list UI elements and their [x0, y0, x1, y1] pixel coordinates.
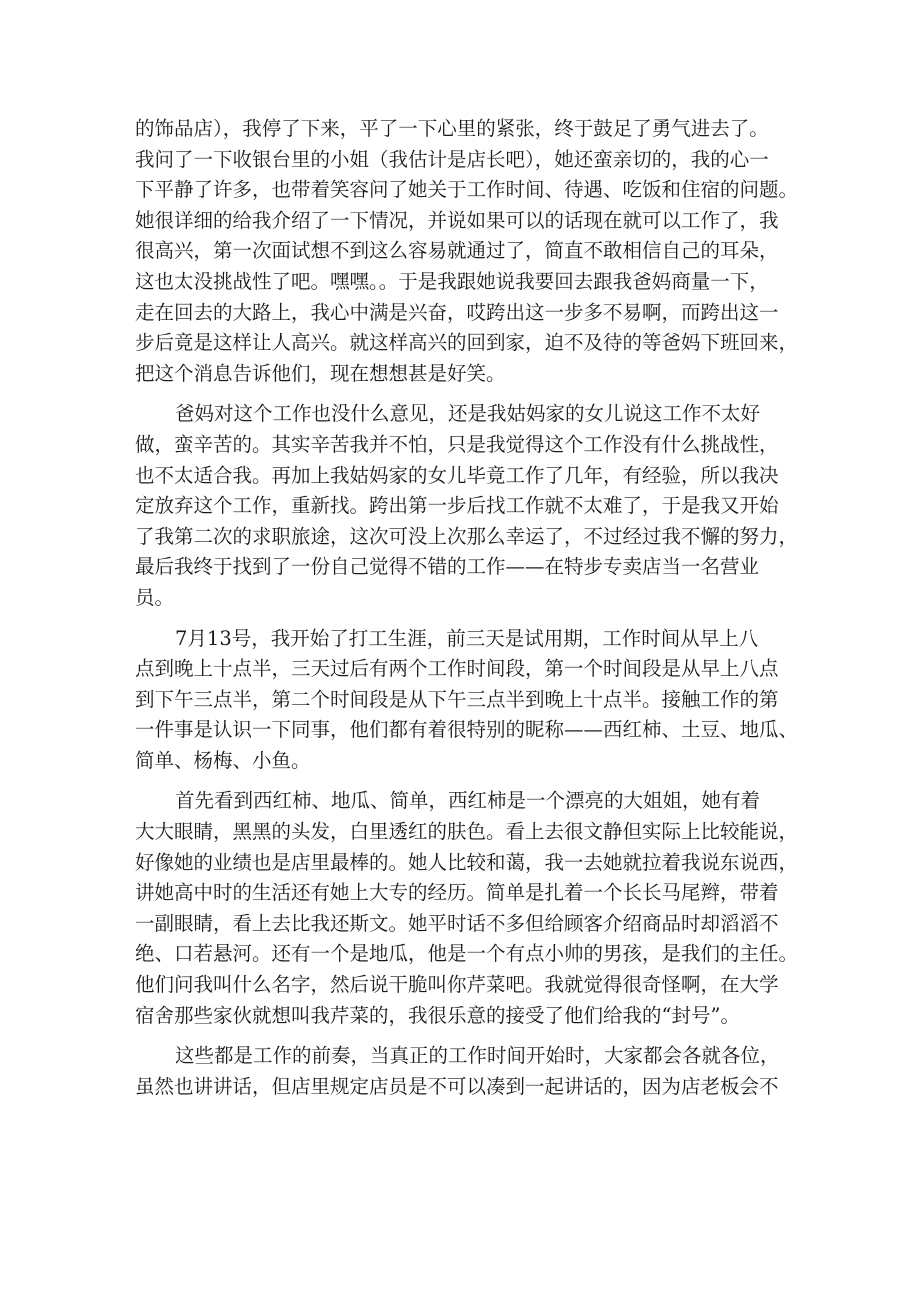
text-line: 员。 [135, 585, 175, 609]
text-line: 到下午三点半，第二个时间段是从下午三点半到晚上十点半。接触工作的第 [135, 687, 779, 711]
text-line: 的饰品店），我停了下来，平了一下心里的紧张，终于鼓足了勇气进去了。 [135, 117, 769, 140]
text-line: 爸妈对这个工作也没什么意见，还是我姑妈家的女儿说这工作不太好 [175, 402, 761, 426]
text-line: 定放弃这个工作，重新找。跨出第一步后找工作就不太难了，于是我又开始 [135, 494, 779, 518]
text-line: 简单、杨梅、小鱼。 [135, 748, 311, 772]
text-line: 好像她的业绩也是店里最棒的。她人比较和蔼，我一去她就拉着我说东说西， [135, 850, 799, 874]
paragraph [135, 399, 799, 613]
text-line: 她很详细的给我介绍了一下情况，并说如果可以的话现在就可以工作了，我 [135, 208, 779, 232]
text-line: 7月13号，我开始了打工生涯，前三天是试用期，工作时间从早上八 [175, 626, 759, 650]
text-line: 宿舍那些家伙就想叫我芹菜的，我很乐意的接受了他们给我的“封号”。 [135, 1003, 740, 1027]
text-line: 我问了一下收银台里的小姐（我估计是店长吧），她还蛮亲切的，我的心一 [135, 147, 769, 171]
text-line: 这也太没挑战性了吧。嘿嘿。。于是我跟她说我要回去跟我爸妈商量一下， [135, 269, 769, 293]
text-line: 绝、口若悬河。还有一个是地瓜，他是一个有点小帅的男孩，是我们的主任。 [135, 942, 799, 966]
text-line: 最后我终于找到了一份自己觉得不错的工作——在特步专卖店当一名营业 [135, 555, 760, 579]
text-line: 做，蛮辛苦的。其实辛苦我并不怕，只是我觉得这个工作没有什么挑战性， [135, 432, 779, 456]
text-line: 很高兴，第一次面试想不到这么容易就通过了，简直不敢相信自己的耳朵， [135, 239, 779, 263]
paragraph [135, 786, 799, 1031]
text-line: 也不太适合我。再加上我姑妈家的女儿毕竟工作了几年，有经验，所以我决 [135, 463, 779, 487]
paragraph [135, 114, 799, 389]
text-line: 一副眼睛，看上去比我还斯文。她平时话不多但给顾客介绍商品时却滔滔不 [135, 911, 779, 935]
text-line: 他们问我叫什么名字，然后说干脆叫你芹菜吧。我就觉得很奇怪啊，在大学 [135, 973, 779, 997]
text-line: 把这个消息告诉他们，现在想想甚是好笑。 [135, 361, 506, 385]
text-line: 一件事是认识一下同事，他们都有着很特别的昵称——西红柿、土豆、地瓜、 [135, 718, 799, 742]
text-line: 步后竟是这样让人高兴。就这样高兴的回到家，迫不及待的等爸妈下班回来， [135, 331, 799, 355]
text-line: 下平静了许多，也带着笑容问了她关于工作时间、待遇、吃饭和住宿的问题。 [135, 178, 799, 202]
paragraph-gap [135, 614, 795, 624]
paragraph [135, 1041, 795, 1102]
paragraph-gap [135, 776, 795, 786]
paragraph [135, 624, 799, 777]
paragraph-gap [135, 1031, 795, 1041]
text-line: 点到晚上十点半，三天过后有两个工作时间段，第一个时间段是从早上八点 [135, 657, 779, 681]
body-text [135, 114, 799, 1102]
text-line: 大大眼睛，黑黑的头发，白里透红的肤色。看上去很文静但实际上比较能说， [135, 820, 799, 844]
text-line: 讲她高中时的生活还有她上大专的经历。简单是扎着一个长长马尾辫，带着 [135, 881, 779, 905]
text-line: 了我第二次的求职旅途，这次可没上次那么幸运了，不过经过我不懈的努力， [135, 524, 799, 548]
text-line: 这些都是工作的前奏，当真正的工作时间开始时，大家都会各就各位， [175, 1044, 780, 1068]
paragraph-gap [135, 389, 795, 399]
text-line: 走在回去的大路上，我心中满是兴奋，哎跨出这一步多不易啊，而跨出这一 [135, 300, 779, 324]
text-line: 虽然也讲讲话，但店里规定店员是不可以凑到一起讲话的，因为店老板会不 [135, 1074, 779, 1098]
text-line: 首先看到西红柿、地瓜、简单，西红柿是一个漂亮的大姐姐，她有着 [175, 789, 761, 813]
